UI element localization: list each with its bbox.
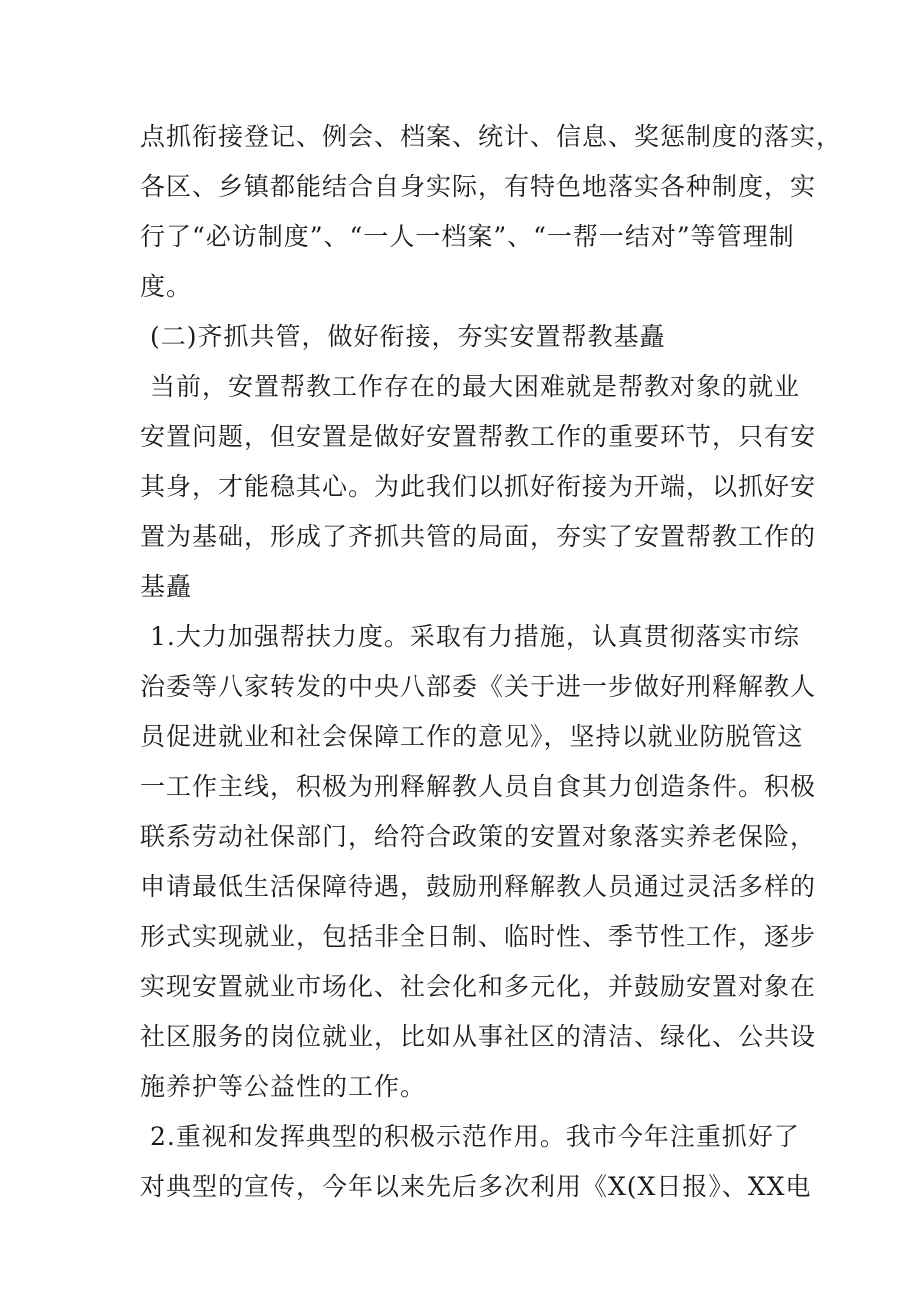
text-line: 申请最低生活保障待遇，鼓励刑释解教人员通过灵活多样的 xyxy=(140,872,817,901)
text-line: 实现安置就业市场化、社会化和多元化，并鼓励安置对象在 xyxy=(140,972,817,1001)
text-line: 其身，才能稳其心。为此我们以抓好衔接为开端，以抓好安 xyxy=(140,472,817,501)
text-line: 对典型的宣传，今年以来先后多次利用《X(X日报》、XX电 xyxy=(140,1172,812,1201)
text-line: 度。 xyxy=(140,272,193,301)
text-line: 置为基础，形成了齐抓共管的局面，夯实了安置帮教工作的 xyxy=(140,522,817,551)
text-line: 治委等八家转发的中央八部委《关于进一步做好刑释解教人 xyxy=(140,672,817,701)
text-line: 形式实现就业，包括非全日制、临时性、季节性工作，逐步 xyxy=(140,922,817,951)
text-line: 安置问题，但安置是做好安置帮教工作的重要环节，只有安 xyxy=(140,422,817,451)
text-line: 1.大力加强帮扶力度。采取有力措施，认真贯彻落实市综 xyxy=(150,622,800,651)
text-line: 施养护等公益性的工作。 xyxy=(140,1072,427,1101)
text-line: 联系劳动社保部门，给符合政策的安置对象落实养老保险， xyxy=(140,822,817,851)
text-line: 基矗 xyxy=(140,572,193,601)
text-line: 点抓衔接登记、例会、档案、统计、信息、奖惩制度的落实， xyxy=(140,122,843,151)
text-line: 一工作主线，积极为刑释解教人员自食其力创造条件。积极 xyxy=(140,772,817,801)
text-line: 当前，安置帮教工作存在的最大困难就是帮教对象的就业 xyxy=(150,372,801,401)
section-heading: (二)齐抓共管，做好衔接，夯实安置帮教基矗 xyxy=(150,322,666,351)
text-line: 2.重视和发挥典型的积极示范作用。我市今年注重抓好了 xyxy=(150,1122,800,1151)
text-line: 员促进就业和社会保障工作的意见》，坚持以就业防脱管这 xyxy=(140,722,804,751)
text-line: 行了“必访制度”、“一人一档案”、“一帮一结对”等管理制 xyxy=(140,222,795,251)
text-line: 各区、乡镇都能结合自身实际，有特色地落实各种制度，实 xyxy=(140,172,817,201)
text-line: 社区服务的岗位就业，比如从事社区的清洁、绿化、公共设 xyxy=(140,1022,817,1051)
